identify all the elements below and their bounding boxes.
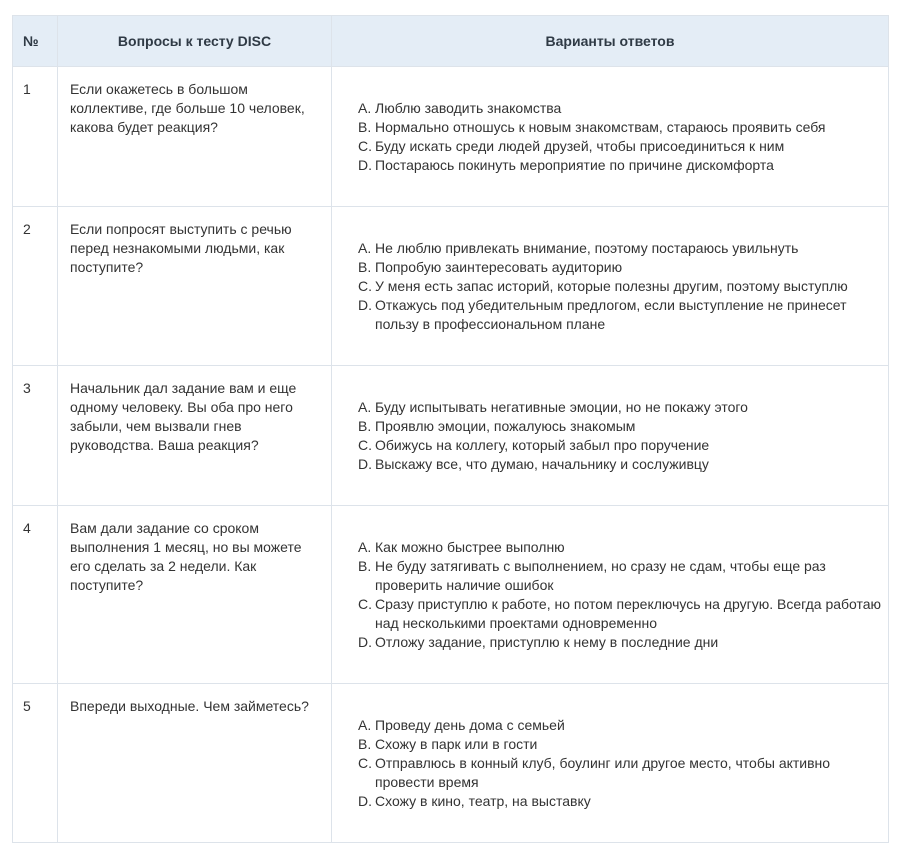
answer-option [358, 557, 882, 595]
row-answers [332, 67, 889, 207]
answer-letter: A. [358, 100, 372, 116]
answer-text: Не буду затягивать с выполнением, но сразу не сдам, чтобы еще раз проверить наличие ошибок [375, 558, 826, 593]
answer-text: Буду искать среди людей друзей, чтобы присоединиться к ним [375, 138, 785, 154]
answer-text: Обижусь на коллегу, который забыл про поручение [375, 437, 710, 453]
answer-option [358, 455, 882, 474]
answer-letter: D. [358, 634, 372, 650]
answer-text: Проведу день дома с семьей [375, 717, 565, 733]
answer-text: Схожу в кино, театр, на выставку [375, 793, 591, 809]
answer-option [358, 633, 882, 652]
answer-text: У меня есть запас историй, которые полезны другим, поэтому выступлю [375, 278, 848, 294]
header-row [13, 16, 889, 67]
answer-letter: B. [358, 119, 372, 135]
row-answers [332, 366, 889, 506]
answer-letter: A. [358, 240, 372, 256]
answer-text: Как можно быстрее выполню [375, 539, 565, 555]
header-questions: Вопросы к тесту DISC [58, 16, 332, 67]
answer-option [358, 277, 882, 296]
answer-option [358, 258, 882, 277]
answer-option [358, 239, 882, 258]
answer-letter: D. [358, 793, 372, 809]
answer-letter: B. [358, 558, 372, 574]
answer-letter: C. [358, 138, 372, 154]
answer-list [358, 538, 882, 652]
answer-letter: C. [358, 278, 372, 294]
answer-list [358, 716, 882, 811]
answer-list [358, 99, 882, 175]
answer-text: Проявлю эмоции, пожалуюсь знакомым [375, 418, 636, 434]
answer-list [358, 239, 882, 334]
row-answers [332, 506, 889, 684]
table-body [13, 67, 889, 843]
table-row [13, 207, 889, 366]
answer-option [358, 792, 882, 811]
answer-letter: B. [358, 259, 372, 275]
answer-text: Не люблю привлекать внимание, поэтому постараюсь увильнуть [375, 240, 799, 256]
row-question: Впереди выходные. Чем займетесь? [58, 684, 332, 843]
answer-option [358, 538, 882, 557]
row-answers [332, 684, 889, 843]
table-row [13, 506, 889, 684]
answer-option [358, 137, 882, 156]
answer-letter: A. [358, 539, 372, 555]
row-number: 1 [13, 67, 58, 207]
row-number: 2 [13, 207, 58, 366]
answer-text: Выскажу все, что думаю, начальнику и сослуживцу [375, 456, 709, 472]
header-answers: Варианты ответов [332, 16, 889, 67]
answer-text: Люблю заводить знакомства [375, 100, 562, 116]
answer-letter: B. [358, 418, 372, 434]
answer-list [358, 398, 882, 474]
answer-option [358, 716, 882, 735]
answer-option [358, 156, 882, 175]
answer-option [358, 118, 882, 137]
header-number: № [13, 16, 58, 67]
answer-text: Нормально отношусь к новым знакомствам, стараюсь проявить себя [375, 119, 826, 135]
row-question: Если попросят выступить с речью перед незнакомыми людьми, как поступите? [58, 207, 332, 366]
answer-option [358, 417, 882, 436]
answer-text: Отложу задание, приступлю к нему в последние дни [375, 634, 719, 650]
answer-text: Постараюсь покинуть мероприятие по причине дискомфорта [375, 157, 774, 173]
answer-option [358, 735, 882, 754]
answer-text: Схожу в парк или в гости [375, 736, 538, 752]
row-number: 3 [13, 366, 58, 506]
answer-option [358, 398, 882, 417]
row-number: 4 [13, 506, 58, 684]
answer-text: Сразу приступлю к работе, но потом переключусь на другую. Всегда работаю над несколькими проектами одновременно [375, 596, 882, 631]
answer-text: Отправлюсь в конный клуб, боулинг или другое место, чтобы активно провести время [375, 755, 831, 790]
answer-letter: D. [358, 297, 372, 313]
row-question: Начальник дал задание вам и еще одному человеку. Вы оба про него забыли, чем вызвали гнев руководства. Ваша реакция? [58, 366, 332, 506]
answer-letter: A. [358, 399, 372, 415]
answer-letter: C. [358, 755, 372, 771]
answer-option [358, 595, 882, 633]
answer-text: Буду испытывать негативные эмоции, но не покажу этого [375, 399, 748, 415]
answer-letter: D. [358, 456, 372, 472]
row-answers [332, 207, 889, 366]
answer-option [358, 99, 882, 118]
disc-test-table [12, 15, 889, 843]
table-row [13, 67, 889, 207]
answer-letter: B. [358, 736, 372, 752]
answer-letter: C. [358, 596, 372, 612]
answer-letter: C. [358, 437, 372, 453]
answer-letter: A. [358, 717, 372, 733]
answer-option [358, 754, 882, 792]
table-row [13, 366, 889, 506]
row-question: Если окажетесь в большом коллективе, где больше 10 человек, какова будет реакция? [58, 67, 332, 207]
table-header [13, 16, 889, 67]
answer-option [358, 296, 882, 334]
answer-text: Откажусь под убедительным предлогом, если выступление не принесет пользу в профессиональном плане [375, 297, 847, 332]
answer-letter: D. [358, 157, 372, 173]
row-question: Вам дали задание со сроком выполнения 1 месяц, но вы можете его сделать за 2 недели. Как поступите? [58, 506, 332, 684]
table-row [13, 684, 889, 843]
answer-text: Попробую заинтересовать аудиторию [375, 259, 623, 275]
row-number: 5 [13, 684, 58, 843]
answer-option [358, 436, 882, 455]
